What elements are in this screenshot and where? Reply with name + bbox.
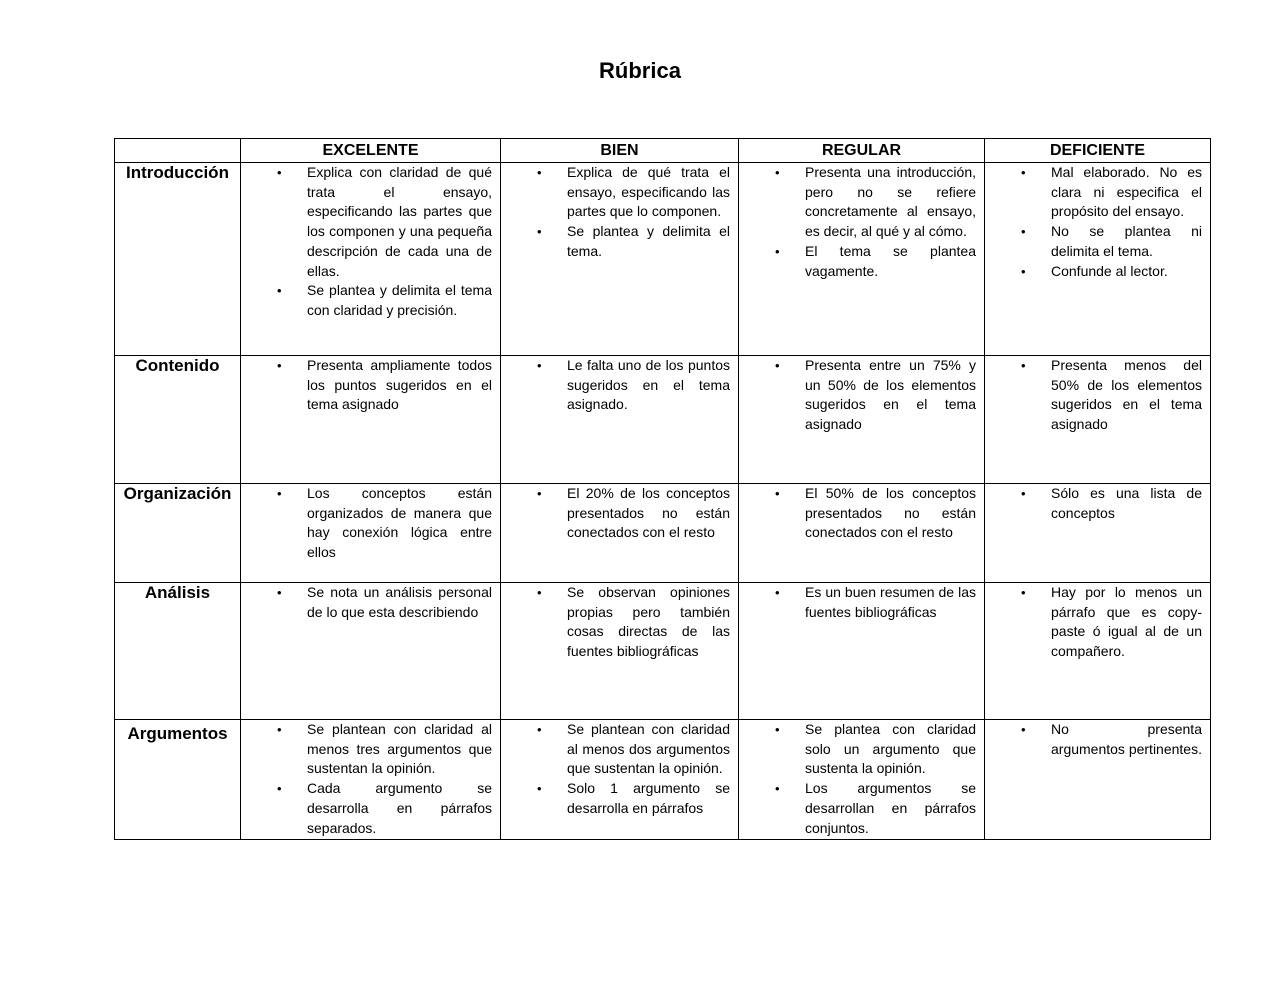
criteria-text: Los argumentos se desarrollan en párrafos conjuntos. — [805, 780, 976, 836]
criteria-list — [739, 356, 984, 435]
criteria-text: Es un buen resumen de las fuentes bibliográficas — [805, 584, 976, 620]
criteria-item — [241, 720, 492, 779]
criteria-list — [241, 720, 500, 838]
bullet-icon: • — [1021, 165, 1026, 180]
cell-contenido-bien — [501, 356, 739, 484]
bullet-icon: • — [537, 781, 542, 797]
criteria-item — [241, 484, 492, 563]
cell-contenido-deficiente — [985, 356, 1211, 484]
criteria-list — [739, 484, 984, 543]
header-bien: BIEN — [501, 139, 739, 163]
criteria-item — [739, 356, 976, 435]
criteria-list — [241, 163, 500, 321]
criteria-text: No presenta argumentos pertinentes. — [1051, 721, 1202, 757]
criteria-list — [241, 484, 500, 563]
criteria-list — [241, 356, 500, 415]
criteria-item — [985, 484, 1202, 523]
bullet-icon: • — [537, 585, 542, 600]
criteria-text: El 20% de los conceptos presentados no están conectados con el resto — [567, 485, 730, 541]
cell-argumentos-regular — [739, 720, 985, 840]
criteria-list — [985, 163, 1210, 281]
bullet-icon: • — [775, 486, 780, 501]
bullet-icon: • — [775, 165, 780, 180]
criteria-list — [501, 163, 738, 262]
criteria-text: Se nota un análisis personal de lo que esta describiendo — [307, 584, 492, 620]
criteria-item — [501, 720, 730, 779]
criteria-item — [739, 720, 976, 779]
cell-argumentos-excelente — [241, 720, 501, 840]
bullet-icon: • — [1021, 358, 1026, 373]
page-title: Rúbrica — [599, 58, 681, 83]
criteria-list — [739, 720, 984, 838]
criteria-text: Presenta ampliamente todos los puntos sugeridos en el tema asignado — [307, 357, 492, 413]
cell-analisis-regular — [739, 583, 985, 720]
cell-organizacion-deficiente — [985, 484, 1211, 583]
criteria-text: Hay por lo menos un párrafo que es copy-paste ó igual al de un compañero. — [1051, 584, 1202, 660]
rubric-table — [114, 138, 1211, 840]
header-regular: REGULAR — [739, 139, 985, 163]
criteria-list — [501, 720, 738, 819]
bullet-icon: • — [537, 165, 542, 180]
cell-introduccion-deficiente — [985, 163, 1211, 356]
criteria-text: No se plantea ni delimita el tema. — [1051, 223, 1202, 259]
criteria-list — [501, 356, 738, 415]
rubric-row-contenido — [115, 356, 1211, 484]
row-label-introduccion: Introducción — [115, 163, 241, 356]
rubric-row-introduccion — [115, 163, 1211, 356]
criteria-text: Se plantea y delimita el tema con claridad y precisión. — [307, 282, 492, 318]
bullet-icon: • — [277, 781, 282, 797]
cell-organizacion-excelente — [241, 484, 501, 583]
criteria-text: Explica de qué trata el ensayo, especificando las partes que lo componen. — [567, 164, 730, 220]
cell-analisis-excelente — [241, 583, 501, 720]
criteria-item — [985, 222, 1202, 261]
criteria-text: Presenta menos del 50% de los elementos sugeridos en el tema asignado — [1051, 357, 1202, 433]
cell-introduccion-regular — [739, 163, 985, 356]
row-label-organizacion: Organización — [115, 484, 241, 583]
cell-contenido-excelente — [241, 356, 501, 484]
criteria-item — [501, 356, 730, 415]
criteria-item — [739, 163, 976, 242]
criteria-text: Sólo es una lista de conceptos — [1051, 485, 1202, 521]
criteria-text: El tema se plantea vagamente. — [805, 242, 976, 279]
criteria-item — [985, 720, 1202, 759]
rubric-row-analisis — [115, 583, 1211, 720]
bullet-icon: • — [1021, 224, 1026, 240]
row-label-contenido: Contenido — [115, 356, 241, 484]
criteria-text: Se plantean con claridad al menos tres argumentos que sustentan la opinión. — [307, 721, 492, 777]
criteria-text: Explica con claridad de qué trata el ensayo, especificando las partes que los componen y una pequeña descripción de cada una de ellas. — [307, 164, 492, 279]
row-label-argumentos: Argumentos — [115, 720, 241, 840]
cell-organizacion-bien — [501, 484, 739, 583]
cell-contenido-regular — [739, 356, 985, 484]
header-excelente: EXCELENTE — [241, 139, 501, 163]
criteria-list — [739, 583, 984, 622]
bullet-icon: • — [277, 486, 282, 501]
bullet-icon: • — [1021, 722, 1026, 737]
rubric-row-argumentos — [115, 720, 1211, 840]
criteria-item — [985, 262, 1202, 282]
criteria-text: Confunde al lector. — [1051, 262, 1168, 279]
header-row — [115, 139, 1211, 163]
criteria-item — [739, 583, 976, 622]
criteria-list — [739, 163, 984, 281]
criteria-text: Se plantea y delimita el tema. — [567, 223, 730, 259]
cell-introduccion-bien — [501, 163, 739, 356]
bullet-icon: • — [277, 358, 282, 373]
criteria-text: Mal elaborado. No es clara ni especifica el propósito del ensayo. — [1051, 164, 1202, 220]
bullet-icon: • — [277, 585, 282, 600]
bullet-icon: • — [537, 358, 542, 373]
criteria-item — [501, 779, 730, 818]
bullet-icon: • — [537, 224, 542, 240]
criteria-item — [739, 779, 976, 838]
criteria-list — [985, 356, 1210, 435]
criteria-item — [241, 281, 492, 320]
bullet-icon: • — [775, 585, 780, 600]
bullet-icon: • — [1021, 585, 1026, 600]
criteria-text: Se plantea con claridad solo un argumento que sustenta la opinión. — [805, 721, 976, 777]
criteria-item — [985, 583, 1202, 662]
criteria-item — [739, 242, 976, 281]
cell-argumentos-bien — [501, 720, 739, 840]
criteria-text: Le falta uno de los puntos sugeridos en el tema asignado. — [567, 357, 730, 413]
bullet-icon: • — [537, 486, 542, 501]
bullet-icon: • — [537, 722, 542, 737]
rubric-row-organizacion — [115, 484, 1211, 583]
criteria-item — [241, 356, 492, 415]
criteria-text: Los conceptos están organizados de manera que hay conexión lógica entre ellos — [307, 485, 492, 561]
criteria-item — [501, 222, 730, 261]
bullet-icon: • — [1021, 486, 1026, 501]
criteria-text: Presenta una introducción, pero no se refiere concretamente al ensayo, es decir, al qué y al cómo. — [805, 164, 976, 240]
criteria-item — [501, 583, 730, 662]
criteria-item — [501, 163, 730, 222]
cell-argumentos-deficiente — [985, 720, 1211, 840]
bullet-icon: • — [277, 283, 282, 299]
bullet-icon: • — [1021, 263, 1026, 279]
criteria-item — [739, 484, 976, 543]
criteria-list — [241, 583, 500, 622]
criteria-text: Se observan opiniones propias pero también cosas directas de las fuentes bibliográficas — [567, 584, 730, 660]
criteria-item — [985, 356, 1202, 435]
criteria-item — [501, 484, 730, 543]
header-corner-cell — [115, 139, 241, 163]
criteria-list — [501, 484, 738, 543]
cell-analisis-bien — [501, 583, 739, 720]
criteria-item — [241, 779, 492, 838]
row-label-analisis: Análisis — [115, 583, 241, 720]
criteria-text: Presenta entre un 75% y un 50% de los elementos sugeridos en el tema asignado — [805, 357, 976, 433]
criteria-list — [985, 720, 1210, 759]
bullet-icon: • — [775, 243, 780, 259]
cell-introduccion-excelente — [241, 163, 501, 356]
cell-analisis-deficiente — [985, 583, 1211, 720]
criteria-item — [241, 163, 492, 281]
criteria-text: Se plantean con claridad al menos dos argumentos que sustentan la opinión. — [567, 721, 730, 777]
criteria-list — [985, 484, 1210, 523]
criteria-item — [985, 163, 1202, 222]
bullet-icon: • — [277, 165, 282, 180]
criteria-text: Cada argumento se desarrolla en párrafos separados. — [307, 780, 492, 836]
criteria-item — [241, 583, 492, 622]
bullet-icon: • — [277, 722, 282, 737]
header-deficiente: DEFICIENTE — [985, 139, 1211, 163]
criteria-text: Solo 1 argumento se desarrolla en párrafos — [567, 780, 730, 816]
bullet-icon: • — [775, 358, 780, 373]
bullet-icon: • — [775, 781, 780, 797]
bullet-icon: • — [775, 722, 780, 737]
criteria-text: El 50% de los conceptos presentados no están conectados con el resto — [805, 485, 976, 541]
criteria-list — [501, 583, 738, 662]
cell-organizacion-regular — [739, 484, 985, 583]
criteria-list — [985, 583, 1210, 662]
